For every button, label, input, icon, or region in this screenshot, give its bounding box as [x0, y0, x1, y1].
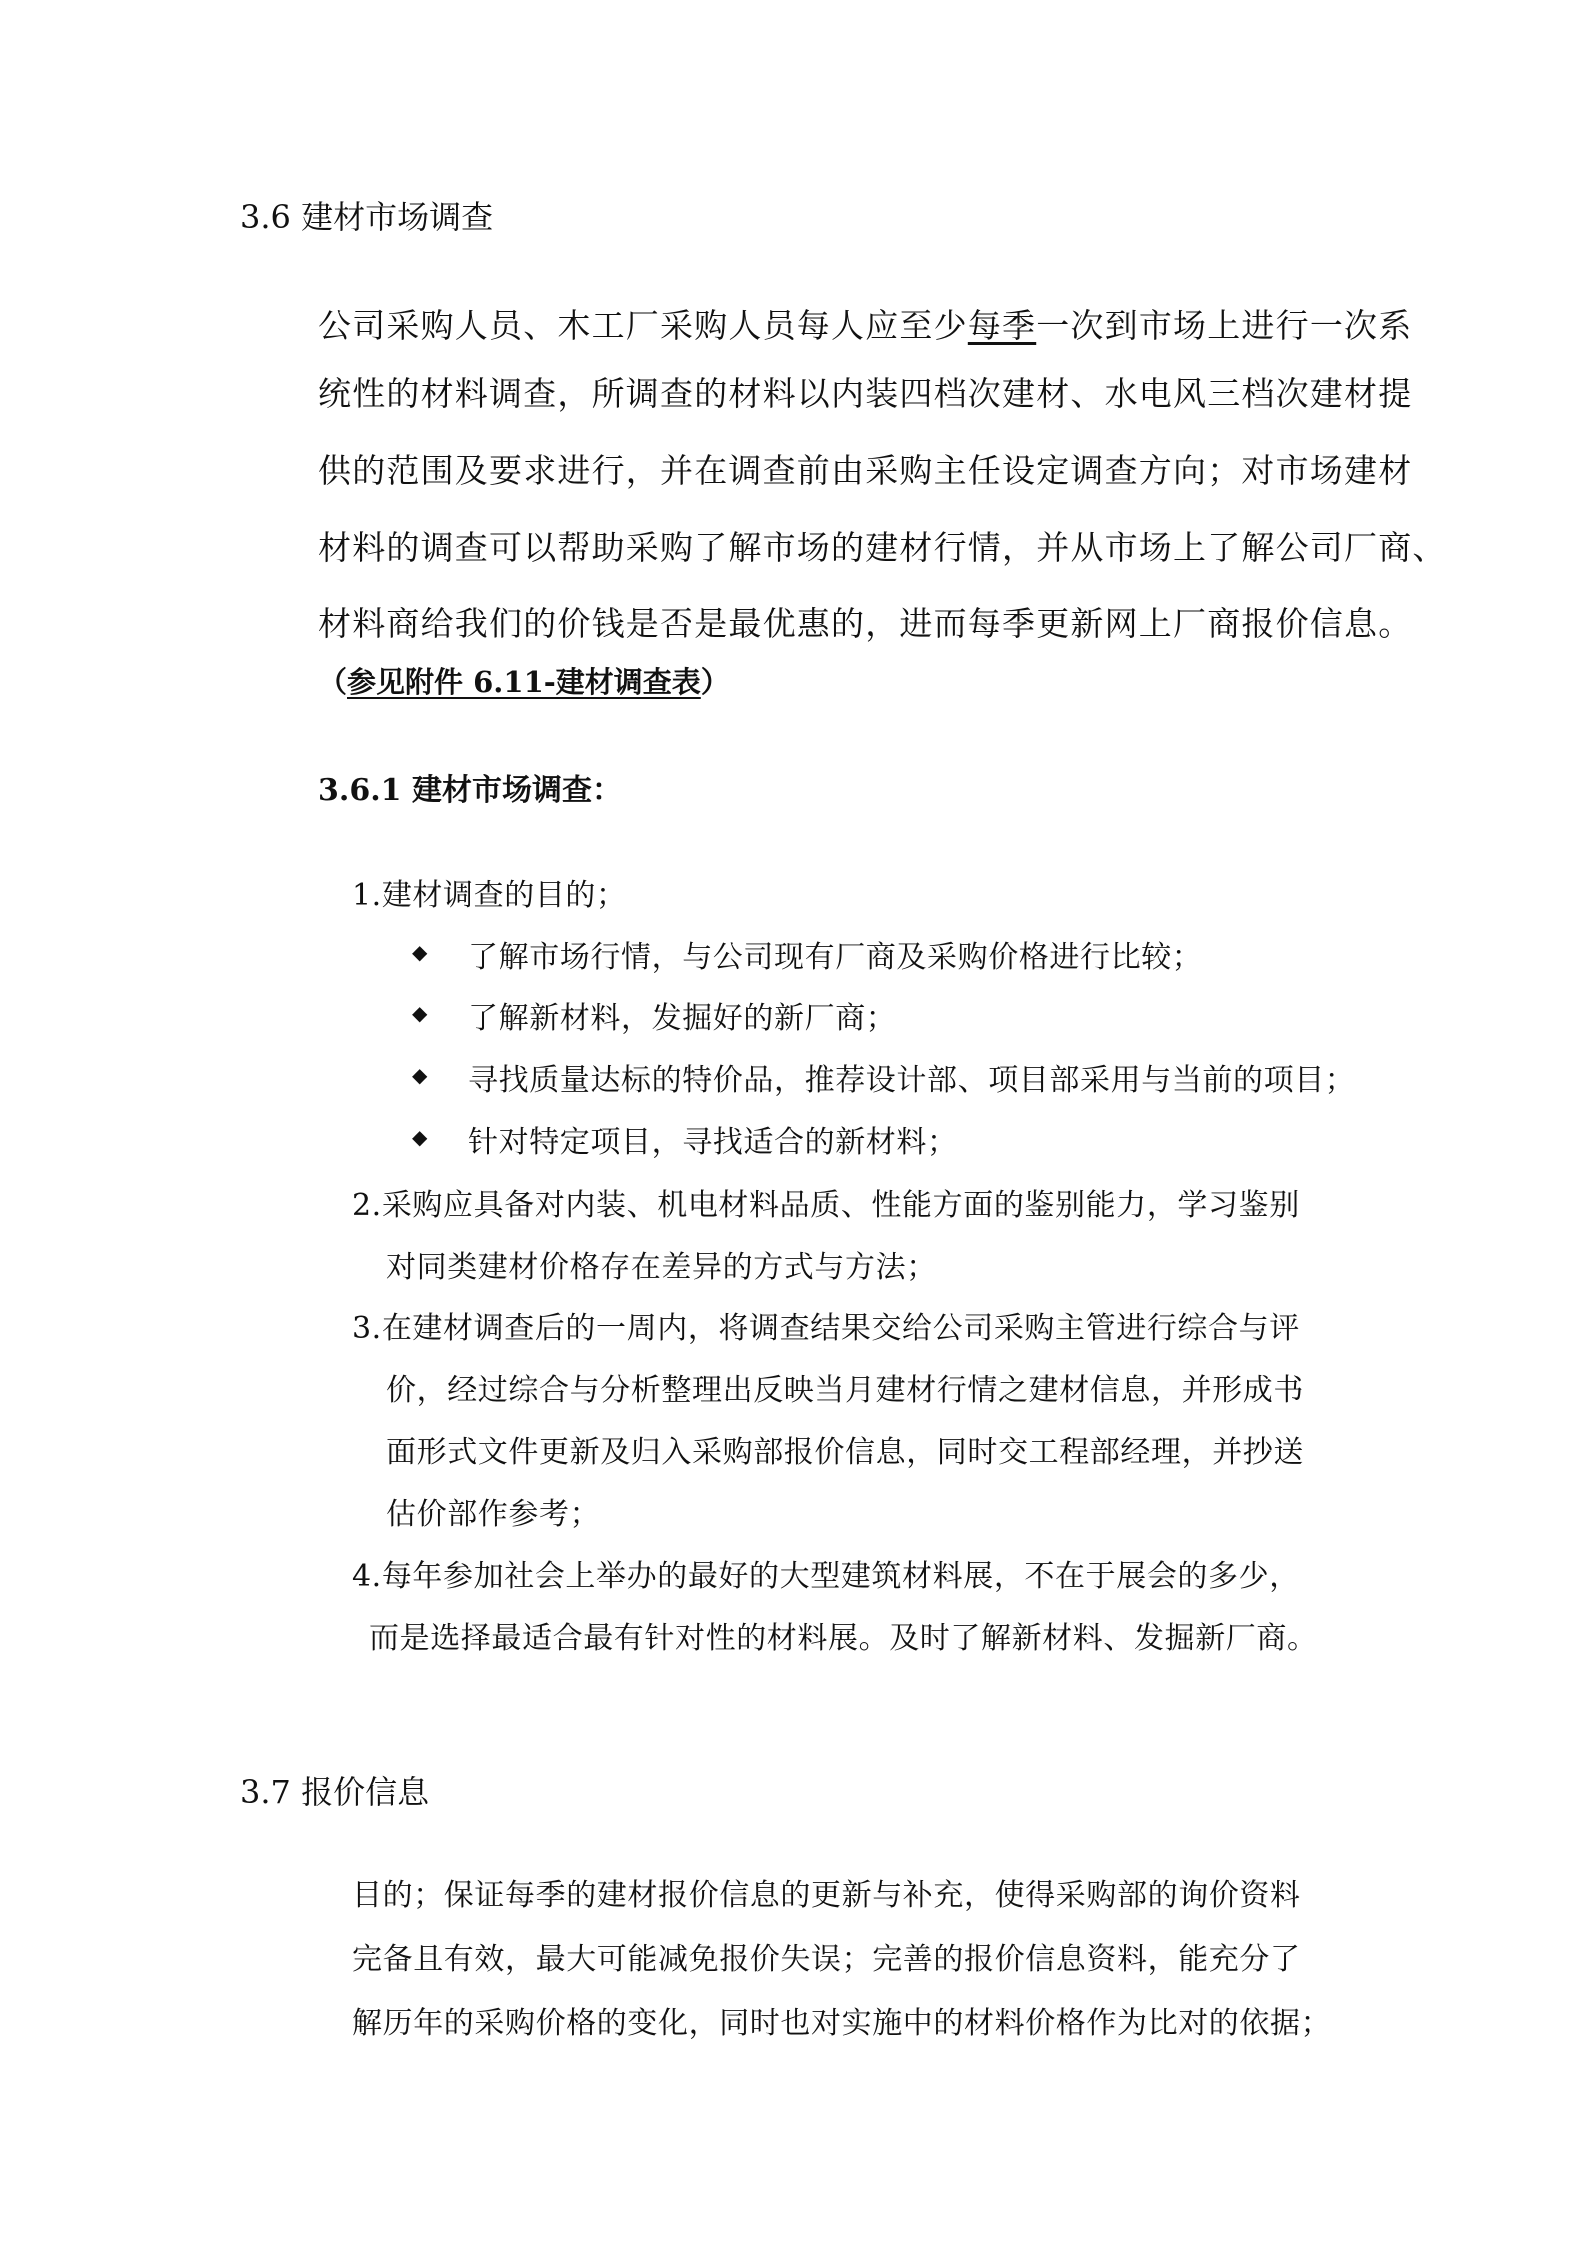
- bullet-item: 针对特定项目，寻找适合的新材料；: [468, 1125, 958, 1160]
- section-heading-3-7: 3.7 报价信息: [240, 1773, 430, 1811]
- diamond-bullet-icon: ◆: [412, 940, 428, 964]
- paragraph-line-2: 统性的材料调查，所调查的材料以内装四档次建材、水电风三档次建材提: [318, 374, 1413, 413]
- list-item-4-line-2: 而是选择最适合最有针对性的材料展。及时了解新材料、发掘新厂商。: [369, 1621, 1318, 1656]
- list-item-3-line-3: 面形式文件更新及归入采购部报价信息，同时交工程部经理，并抄送: [386, 1435, 1304, 1470]
- list-item-3-line-4: 估价部作参考；: [386, 1497, 601, 1532]
- section-heading-3-6: 3.6 建材市场调查: [240, 198, 494, 236]
- list-item-3-line-1: 3.在建材调查后的一周内，将调查结果交给公司采购主管进行综合与评: [352, 1311, 1300, 1346]
- appendix-reference: （参见附件 6.11-建材调查表）: [318, 665, 730, 699]
- purpose-line-3: 解历年的采购价格的变化，同时也对实施中的材料价格作为比对的依据；: [352, 2006, 1332, 2041]
- bullet-item: 寻找质量达标的特价品，推荐设计部、项目部采用与当前的项目；: [468, 1063, 1356, 1098]
- paragraph-line-1: 公司采购人员、木工厂采购人员每人应至少每季一次到市场上进行一次系: [318, 306, 1413, 345]
- bullet-item: 了解新材料，发掘好的新厂商；: [468, 1001, 897, 1036]
- paragraph-line-3: 供的范围及要求进行，并在调查前由采购主任设定调查方向；对市场建材: [318, 451, 1413, 490]
- purpose-line-1: 目的；保证每季的建材报价信息的更新与补充，使得采购部的询价资料: [352, 1878, 1301, 1913]
- list-item-1-label: 1.建材调查的目的；: [352, 878, 627, 913]
- diamond-bullet-icon: ◆: [412, 1001, 428, 1025]
- paragraph-line-5: 材料商给我们的价钱是否是最优惠的，进而每季更新网上厂商报价信息。: [318, 604, 1413, 643]
- list-item-2-line-2: 对同类建材价格存在差异的方式与方法；: [386, 1250, 937, 1285]
- diamond-bullet-icon: ◆: [412, 1063, 428, 1087]
- appendix-link-text: 参见附件 6.11-建材调查表: [347, 665, 701, 699]
- bullet-item: 了解市场行情，与公司现有厂商及采购价格进行比较；: [468, 940, 1203, 975]
- underlined-each-quarter: 每季: [967, 306, 1037, 345]
- list-item-4-line-1: 4.每年参加社会上举办的最好的大型建筑材料展，不在于展会的多少，: [352, 1559, 1300, 1594]
- purpose-line-2: 完备且有效，最大可能减免报价失误；完善的报价信息资料，能充分了: [352, 1942, 1301, 1977]
- list-item-2-line-1: 2.采购应具备对内装、机电材料品质、性能方面的鉴别能力，学习鉴别: [352, 1188, 1300, 1223]
- subsection-heading-3-6-1: 3.6.1 建材市场调查：: [318, 773, 622, 808]
- list-item-3-line-2: 价，经过综合与分析整理出反映当月建材行情之建材信息，并形成书: [386, 1373, 1304, 1408]
- paragraph-line-4: 材料的调查可以帮助采购了解市场的建材行情，并从市场上了解公司厂商、: [318, 528, 1447, 567]
- diamond-bullet-icon: ◆: [412, 1125, 428, 1149]
